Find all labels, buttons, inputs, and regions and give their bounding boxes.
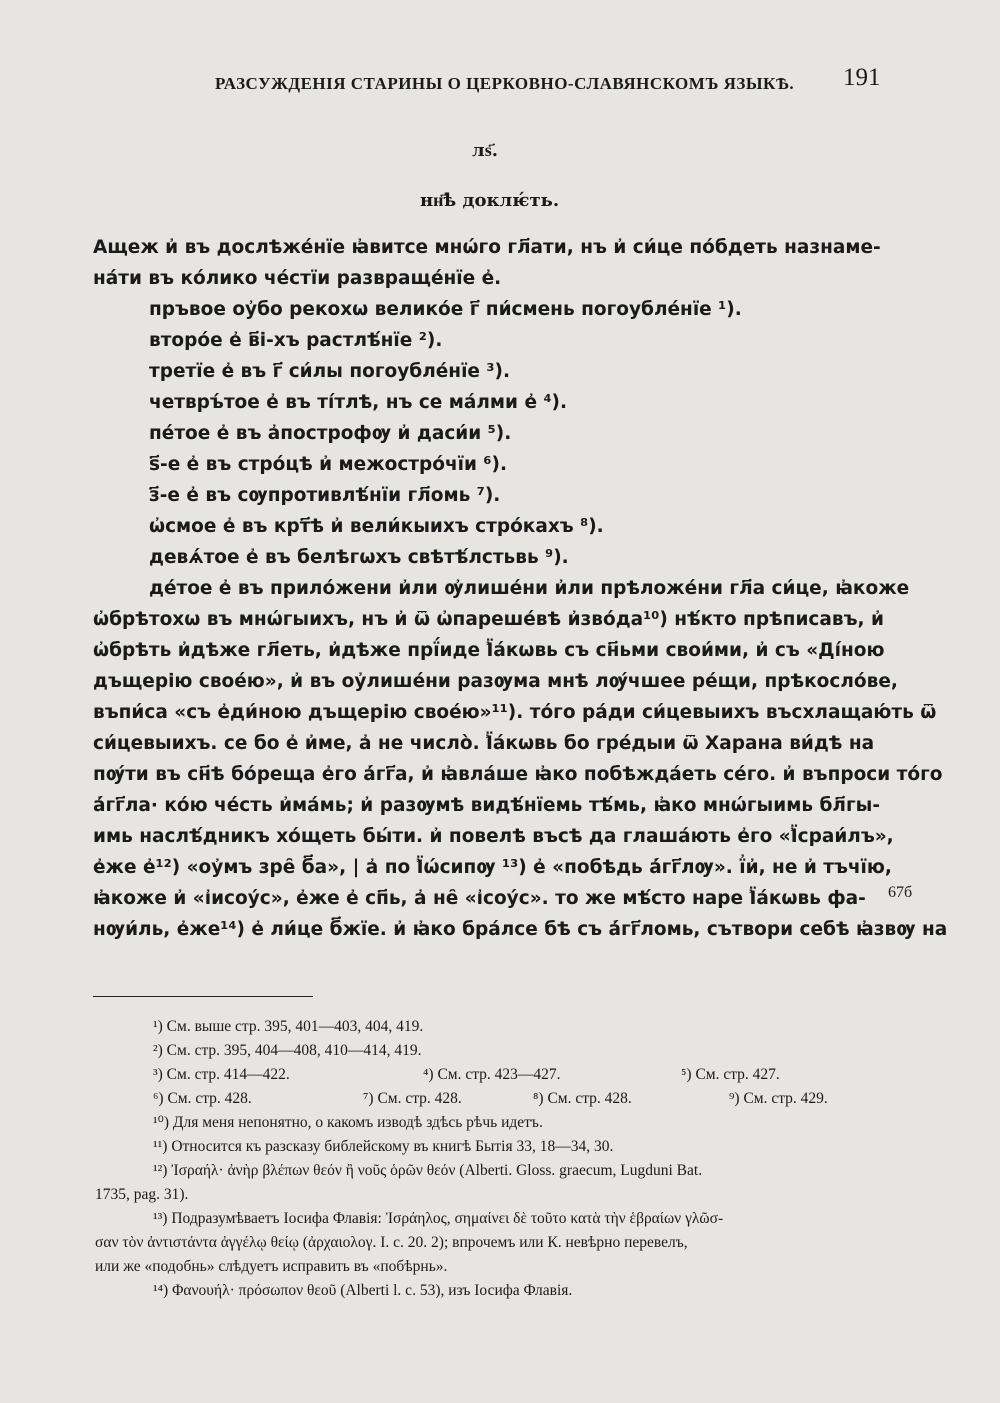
footnote-row-6-9	[95, 1087, 895, 1111]
body-line: си́цевыихъ. се бо е҆ и҆ме, а҆ не число̀. Ї҆а́кѡвь бо гре́дыи ѿ Харана ви́дѣ на	[93, 733, 875, 754]
body-line: дъщерію свое́ю», и҆ въ оу҆лише́ни разѹма мнѣ лѹ́чшее ре́щи, прѣкосло́ве,	[93, 671, 898, 692]
footnote-8: ⁸) См. стр. 428.	[533, 1090, 632, 1107]
footnote-13-cont2: или же «подобнь» слѣдуетъ исправить въ «побѣрнь».	[95, 1258, 448, 1275]
footnote-7: ⁷) См. стр. 428.	[363, 1090, 462, 1107]
body-line: а҆́гг҃ла· ко́ю че́сть и҆ма́мь; и҆ разѹмѣ видѣ́нїемь тѣ́мь, ꙗ҆ко мнѡ́гыимь бл҃гы-	[93, 795, 881, 816]
body-line: де́тое е҆ въ прило́жени и҆ли ѹ҆лише́ни и҆ли прѣложе́ни гл҃а си́це, ꙗ҆коже	[149, 578, 910, 599]
body-line: з҃-е е҆ въ сѹпротивлѣ́нїи гл҃омь ⁷).	[149, 485, 501, 506]
body-line: второ́е е҆ в҃і-хъ растлѣ́нїе ²).	[149, 330, 443, 351]
body-line: пѹ́ти въ сн҃ѣ бо́реща е҆го а҆́гг҃а, и҆ ꙗ҆вла́ше ꙗ҆ко побѣжда́еть се́го. и҆ въпроси то́го	[93, 764, 943, 785]
footnote-13: ¹³) Подразумѣваетъ Іосифа Флавія: Ἰσράηλος, σημαίνει δὲ τοῦτο κατὰ τὴν ἑβραίων γλῶσ-	[153, 1210, 724, 1227]
body-line: пръвое оу҆бо рекохѡ велико́е г҃ пи́смень погоубле́нїе ¹).	[149, 299, 742, 320]
body-line: на́ти въ ко́лико че́стїи развраще́нїе е҆.	[93, 268, 502, 289]
footnote-10: ¹⁰) Для меня непонятно, о какомъ изводѣ здѣсь рѣчь идетъ.	[153, 1114, 543, 1131]
body-line: ѡ҆брѣть и҆дѣже гл҃еть, и҆дѣже прї́иде Ї҆а́кѡвь съ сн҃ьми свои́ми, и҆ съ «Ді́ною	[93, 640, 885, 661]
body-line: ꙗ҆коже и҆ «і҆исоу́с», е҆же е҆ сп҃ь, а҆ не̑ «і҆соу́с». то же мѣ́сто наре Ї҆а́кѡвь фа-	[93, 888, 866, 909]
body-line: е҆же е҆¹²) «оу҆мъ зре̑ б҃а», | а҆ по Ї҆ѡ́сипѹ ¹³) е҆ «побѣдь а҆́гг҃лѹ». ї҆и҆, не и҆ тъчїю,	[93, 857, 892, 878]
footnote-9: ⁹) См. стр. 429.	[729, 1090, 828, 1107]
margin-note: 67б	[888, 884, 913, 901]
section-title: нн҃ѣ доклѥ́ть.	[420, 190, 560, 211]
footnotes	[95, 1015, 895, 1303]
body-line: нѹи́ль, е҆же¹⁴) е҆ ли́це б҃жїе. и҆ ꙗ҆ко бра́лсе бѣ съ а҆́гг҃ломь, сътвори себѣ ꙗ҆звѹ на	[93, 919, 948, 940]
body-line: третїе е҆ въ г҃ си́лы погоубле́нїе ³).	[149, 361, 510, 382]
body-line: пе́тое е҆ въ а҆построфѹ и҆ даси́и ⁵).	[149, 423, 512, 444]
footnote-rule	[93, 996, 313, 997]
footnote-12-cont: 1735, pag. 31).	[95, 1186, 189, 1203]
body-line: Ащеж и҆ въ дослѣже́нїе ꙗ҆витсе мнѡ́го гл҃ати, нъ и҆ си́це по́бдеть назнаме-	[93, 237, 881, 258]
footnote-row-3-5	[95, 1063, 895, 1087]
footnote-13-cont: σαν τὸν ἀντιστάντα ἀγγέλῳ θείῳ (ἀρχαιολογ. I. c. 20. 2); впрочемъ или К. невѣрно перевелъ,	[95, 1234, 688, 1251]
footnote-11: ¹¹) Относится къ разсказу библейскому въ книгѣ Бытія 33, 18—34, 30.	[153, 1138, 614, 1155]
body-line: ѕ҃-е е҆ въ стро́цѣ и҆ межостро́чїи ⁶).	[149, 454, 507, 475]
body-line: въпи́са «съ е҆ди́ною дъщерію свое́ю»¹¹). то́го ра́ди си́цевыихъ въсхлащаю́ть ѿ	[93, 702, 937, 723]
footnote-12: ¹²) Ἰσραήλ· ἀνὴρ βλέπων θεόν ἢ νοῦς ὁρῶν θεόν (Alberti. Gloss. graecum, Lugduni Bat.	[153, 1162, 703, 1179]
footnote-3: ³) См. стр. 414—422.	[153, 1066, 290, 1083]
footnote-6: ⁶) См. стр. 428.	[153, 1090, 252, 1107]
body-line: ѡ҆брѣтохѡ въ мнѡ́гыихъ, нъ и҆ ѿ ѡ҆пареше́вѣ и҆зво́да¹⁰) нѣ́кто прѣписавъ, и҆	[93, 609, 884, 630]
body-line: имь наслѣ́дникъ хо́щеть бы́ти. и҆ повелѣ въсѣ да глаша́ють е҆го «Ї҆сраи́лъ»,	[93, 826, 894, 847]
body-line: девѧ́тое е҆ въ белѣгѡхъ свѣтѣ́лстьвь ⁹).	[149, 547, 569, 568]
footnote-2: ²) См. стр. 395, 404—408, 410—414, 419.	[153, 1042, 422, 1059]
page-header	[0, 64, 1000, 104]
footnote-14: ¹⁴) Φανουήλ· πρόσωπον θεοῦ (Alberti l. c. 53), изъ Іосифа Флавія.	[153, 1282, 573, 1299]
footnote-1: ¹) См. выше стр. 395, 401—403, 404, 419.	[153, 1018, 424, 1035]
page-number: 191	[843, 64, 881, 91]
section-number: лѕ҃.	[472, 140, 498, 161]
running-title: РАЗСУЖДЕНІЯ СТАРИНЫ О ЦЕРКОВНО-СЛАВЯНСКОМЪ ЯЗЫКѢ.	[215, 74, 795, 93]
body-line: четвръ́тое е҆ въ ті́тлѣ, нъ се ма́лми е҆ ⁴).	[149, 392, 568, 413]
footnote-4: ⁴) См. стр. 423—427.	[423, 1066, 561, 1083]
body-line: ѡ҆смое е҆ въ крт҃ѣ и҆ вели́кыихъ стро́кахъ ⁸).	[149, 516, 604, 537]
footnote-5: ⁵) См. стр. 427.	[681, 1066, 780, 1083]
